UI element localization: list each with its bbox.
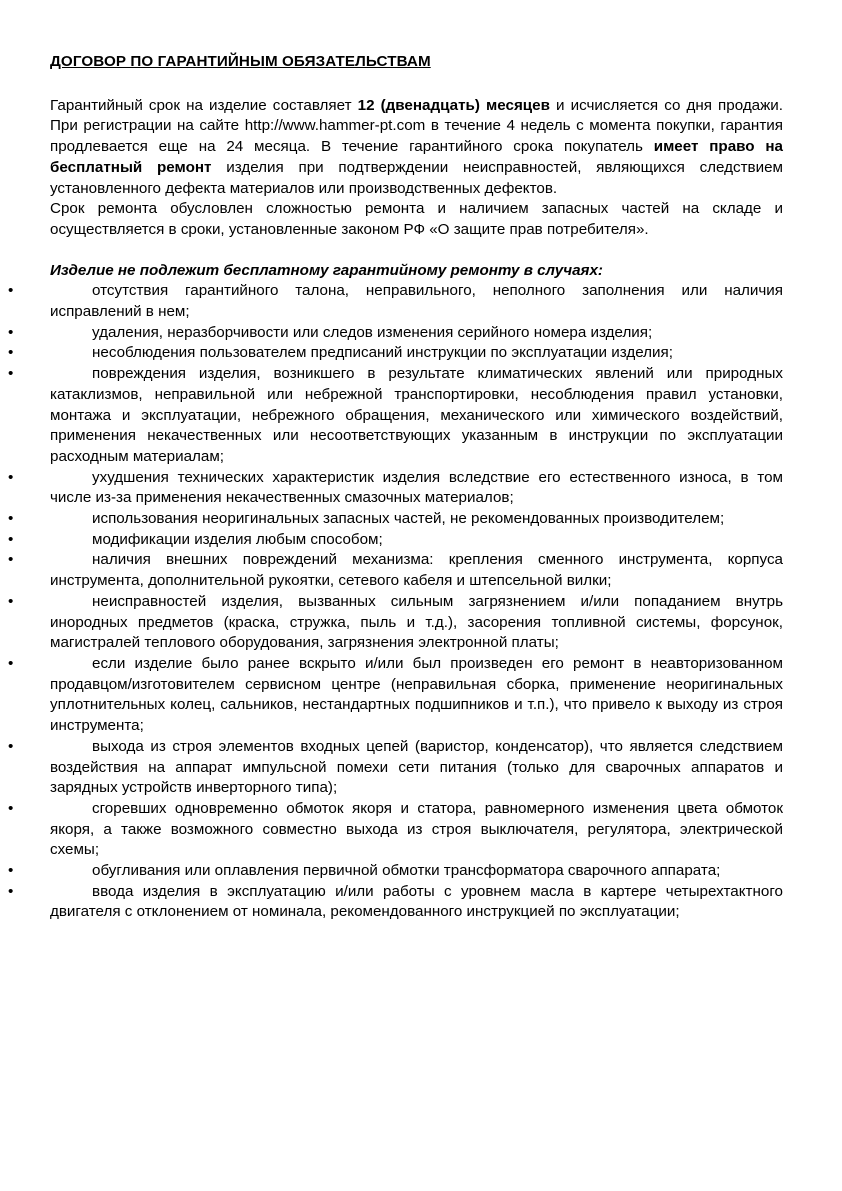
exclusion-item: • наличия внешних повреждений механизма: крепления сменного инструмента, корпуса инструмента, дополнительной рукоятки, сетевого кабеля и штепсельной вилки;	[50, 550, 783, 591]
exclusion-item: • обугливания или оплавления первичной обмотки трансформатора сварочного аппарата;	[50, 861, 783, 882]
exclusion-item: • если изделие было ранее вскрыто и/или был произведен его ремонт в неавторизованном продавцом/изготовителем сервисном центре (неправильная сборка, применение неоригинальных уплотнительных колец, сальников, нестандартных подшипников и т.п.), что привело к выходу из строя инструмента;	[50, 654, 783, 737]
exclusion-item: • повреждения изделия, возникшего в результате климатических явлений или природных катаклизмов, неправильной или небрежной транспортировки, несоблюдения правил установки, монтажа и эксплуатации, небрежного обращения, механического или химического воздействий, применения некачественных или несоответствующих указанным в инструкции по эксплуатации расходным материалам;	[50, 364, 783, 468]
exclusion-item: • несоблюдения пользователем предписаний инструкции по эксплуатации изделия;	[50, 343, 783, 364]
exclusion-item: • использования неоригинальных запасных частей, не рекомендованных производителем;	[50, 509, 783, 530]
warranty-term-text: Гарантийный срок на изделие составляет	[50, 96, 358, 114]
warranty-period-emphasis: 12 (двенадцать) месяцев	[357, 96, 550, 114]
warranty-term-paragraph	[50, 96, 783, 200]
exclusion-item: • ухудшения технических характеристик изделия вследствие его естественного износа, в том числе из-за применения некачественных смазочных материалов;	[50, 468, 783, 509]
exclusion-item: • ввода изделия в эксплуатацию и/или работы с уровнем масла в картере четырехтактного двигателя с отклонением от номинала, рекомендованного инструкцией по эксплуатации;	[50, 882, 783, 923]
exclusion-item: • сгоревших одновременно обмоток якоря и статора, равномерного изменения цвета обмоток якоря, а также возможного совместно выхода из строя выключателя, регулятора, электрической схемы;	[50, 799, 783, 861]
exclusions-list	[50, 281, 783, 923]
exclusions-heading: Изделие не подлежит бесплатному гарантийному ремонту в случаях:	[50, 261, 603, 279]
repair-term-paragraph: Срок ремонта обусловлен сложностью ремонта и наличием запасных частей на складе и осуществляется в сроки, установленные законом РФ «О защите прав потребителя».	[50, 200, 783, 238]
exclusion-item: • отсутствия гарантийного талона, неправильного, неполного заполнения или наличия исправлений в нем;	[50, 281, 783, 322]
warranty-term-text-cont: и исчисляется со дня продажи. При регистрации на сайте http://www.hammer-pt.com в течение 4 недель с момента покупки, гарантия продлевается еще на 24 месяца. В течение гарантийного срока покупатель	[50, 96, 783, 156]
exclusion-item: • модификации изделия любым способом;	[50, 530, 783, 551]
exclusion-item: • выхода из строя элементов входных цепей (варистор, конденсатор), что является следствием воздействия на аппарат импульсной помехи сети питания (только для сварочных аппаратов и зарядных устройств инверторного типа);	[50, 737, 783, 799]
exclusion-item: • неисправностей изделия, вызванных сильным загрязнением и/или попаданием внутрь инородных предметов (краска, стружка, пыль и т.д.), засорения топливной системы, форсунок, магистралей теплового оборудования, загрязнения электронной платы;	[50, 592, 783, 654]
free-repair-right-emphasis: имеет право на бесплатный ремонт	[50, 138, 783, 176]
document-title: ДОГОВОР ПО ГАРАНТИЙНЫМ ОБЯЗАТЕЛЬСТВАМ	[50, 53, 431, 70]
exclusion-item: • удаления, неразборчивости или следов изменения серийного номера изделия;	[50, 323, 783, 344]
document-page	[50, 52, 783, 923]
warranty-term-text-end: изделия при подтверждении неисправностей, являющихся следствием установленного дефекта материалов или производственных дефектов.	[50, 158, 783, 197]
